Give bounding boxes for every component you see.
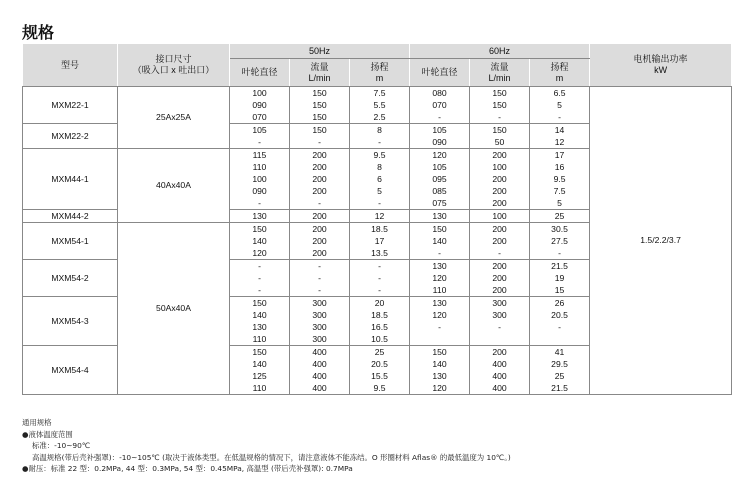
header-impeller-60: 叶轮直径 (410, 59, 470, 87)
value-cell: 19 (530, 272, 590, 284)
value-cell: 16.5 (350, 321, 410, 333)
value-cell: 400 (470, 370, 530, 382)
header-port-line1: 接口尺寸 (155, 54, 192, 64)
value-cell: 200 (470, 149, 530, 162)
value-cell (470, 333, 530, 346)
value-cell: 16 (530, 161, 590, 173)
header-impeller-50: 叶轮直径 (230, 59, 290, 87)
value-cell: 200 (290, 210, 350, 223)
value-cell: 150 (230, 297, 290, 310)
header-power-line2: kW (654, 65, 668, 75)
header-60hz: 60Hz (410, 44, 590, 59)
value-cell: 130 (230, 321, 290, 333)
value-cell: - (470, 111, 530, 124)
model-cell: MXM44-1 (23, 149, 118, 210)
value-cell: - (290, 260, 350, 273)
notes-section (22, 417, 511, 475)
value-cell: - (350, 284, 410, 297)
value-cell: 25 (530, 210, 590, 223)
value-cell: 130 (410, 210, 470, 223)
value-cell: 150 (290, 124, 350, 137)
value-cell: 150 (290, 111, 350, 124)
value-cell: 20 (350, 297, 410, 310)
value-cell: 140 (410, 358, 470, 370)
value-cell: 100 (470, 161, 530, 173)
value-cell: 5 (350, 185, 410, 197)
header-motor-power (590, 44, 732, 87)
value-cell: 200 (290, 149, 350, 162)
value-cell: 41 (530, 346, 590, 359)
value-cell: - (290, 136, 350, 149)
value-cell: 20.5 (530, 309, 590, 321)
value-cell: 105 (410, 124, 470, 137)
value-cell: 26 (530, 297, 590, 310)
value-cell: 200 (470, 185, 530, 197)
header-flow-line1: 流量 (490, 61, 509, 72)
value-cell: 25 (530, 370, 590, 382)
value-cell: 120 (410, 309, 470, 321)
value-cell: 200 (470, 272, 530, 284)
value-cell: 18.5 (350, 223, 410, 236)
value-cell: - (230, 260, 290, 273)
model-cell: MXM22-1 (23, 87, 118, 124)
value-cell: 150 (410, 223, 470, 236)
value-cell: 10.5 (350, 333, 410, 346)
value-cell: 300 (290, 321, 350, 333)
value-cell: 130 (230, 210, 290, 223)
value-cell: 150 (470, 87, 530, 100)
model-cell: MXM54-2 (23, 260, 118, 297)
value-cell: 200 (470, 223, 530, 236)
value-cell: 085 (410, 185, 470, 197)
value-cell: - (410, 321, 470, 333)
value-cell: 140 (230, 309, 290, 321)
value-cell: 300 (470, 297, 530, 310)
value-cell: 30.5 (530, 223, 590, 236)
value-cell: 150 (470, 124, 530, 137)
header-model: 型号 (23, 44, 118, 87)
value-cell: 200 (470, 346, 530, 359)
value-cell: 29.5 (530, 358, 590, 370)
value-cell: 25 (350, 346, 410, 359)
model-cell: MXM54-1 (23, 223, 118, 260)
header-port-size (118, 44, 230, 87)
header-flow-50 (290, 59, 350, 87)
value-cell: 200 (290, 235, 350, 247)
value-cell: 400 (290, 370, 350, 382)
value-cell: 300 (290, 297, 350, 310)
value-cell: 130 (410, 370, 470, 382)
value-cell: 9.5 (530, 173, 590, 185)
value-cell: 12 (350, 210, 410, 223)
value-cell: 2.5 (350, 111, 410, 124)
value-cell: 300 (470, 309, 530, 321)
port-size-cell: 50Ax40A (118, 223, 230, 395)
header-50hz: 50Hz (230, 44, 410, 59)
value-cell: 20.5 (350, 358, 410, 370)
value-cell: - (350, 136, 410, 149)
value-cell: 080 (410, 87, 470, 100)
value-cell: 105 (230, 124, 290, 137)
value-cell: 070 (410, 99, 470, 111)
notes-temp-range: ●液体温度范围 (22, 429, 73, 439)
header-head-line2: m (555, 72, 564, 83)
value-cell: 200 (290, 185, 350, 197)
value-cell: 18.5 (350, 309, 410, 321)
value-cell: 400 (290, 358, 350, 370)
value-cell: 15.5 (350, 370, 410, 382)
header-head-60 (530, 59, 590, 87)
value-cell: 300 (290, 333, 350, 346)
value-cell: - (290, 284, 350, 297)
value-cell: 12 (530, 136, 590, 149)
value-cell: - (470, 321, 530, 333)
value-cell: 8 (350, 124, 410, 137)
value-cell: 100 (470, 210, 530, 223)
value-cell: 300 (290, 309, 350, 321)
spec-table (22, 43, 732, 395)
notes-temp-high: 高温规格(带后壳补强罩)：-10~105℃ (取决于液体类型。在低温规格的情况下，请注意液体不能冻结。O 形圈材料 Aflas® 的最低温度为 10℃。) (32, 452, 511, 462)
model-cell: MXM54-4 (23, 346, 118, 395)
value-cell: 120 (410, 149, 470, 162)
value-cell: 400 (290, 382, 350, 395)
motor-power-cell: 1.5/2.2/3.7 (590, 87, 732, 395)
value-cell (410, 333, 470, 346)
value-cell: - (470, 247, 530, 260)
value-cell: - (410, 247, 470, 260)
value-cell: 090 (230, 99, 290, 111)
value-cell: - (350, 260, 410, 273)
value-cell: 5 (530, 99, 590, 111)
value-cell: 095 (410, 173, 470, 185)
value-cell: - (290, 197, 350, 210)
page-title: 规格 (22, 23, 55, 42)
header-power-line1: 电机输出功率 (633, 54, 688, 64)
header-flow-line1: 流量 (310, 61, 329, 72)
value-cell: 150 (290, 99, 350, 111)
value-cell: 7.5 (350, 87, 410, 100)
header-flow-line2: L/min (488, 72, 511, 83)
notes-pressure: ●耐压：标准 22 型：0.2MPa, 44 型：0.3MPa, 54 型：0.45MPa, 高温型 (带后壳补强罩): 0.7MPa (22, 464, 353, 474)
value-cell: - (530, 247, 590, 260)
value-cell: - (350, 272, 410, 284)
value-cell: 140 (230, 235, 290, 247)
value-cell: 100 (230, 87, 290, 100)
value-cell: 200 (470, 260, 530, 273)
value-cell: - (230, 136, 290, 149)
value-cell: 400 (470, 358, 530, 370)
value-cell: - (530, 111, 590, 124)
value-cell: 9.5 (350, 382, 410, 395)
header-port-line2: （吸入口 x 吐出口） (132, 65, 215, 75)
value-cell: - (230, 197, 290, 210)
header-head-line1: 扬程 (550, 61, 569, 72)
port-size-cell: 25Ax25A (118, 87, 230, 149)
value-cell: 13.5 (350, 247, 410, 260)
model-cell: MXM22-2 (23, 124, 118, 149)
header-head-line2: m (375, 72, 384, 83)
value-cell: 115 (230, 149, 290, 162)
value-cell: 9.5 (350, 149, 410, 162)
value-cell: 200 (470, 173, 530, 185)
value-cell: 150 (470, 99, 530, 111)
value-cell: 6 (350, 173, 410, 185)
table-row (23, 87, 732, 100)
value-cell: 150 (230, 346, 290, 359)
value-cell: 200 (290, 161, 350, 173)
value-cell: 120 (410, 382, 470, 395)
value-cell: 200 (470, 235, 530, 247)
value-cell: 21.5 (530, 382, 590, 395)
value-cell: 140 (230, 358, 290, 370)
value-cell: 200 (290, 247, 350, 260)
notes-general: 通用规格 (22, 418, 52, 427)
value-cell: - (530, 321, 590, 333)
value-cell: 130 (410, 260, 470, 273)
value-cell: 200 (470, 284, 530, 297)
spec-table-body (23, 87, 732, 395)
value-cell: 50 (470, 136, 530, 149)
value-cell: 200 (470, 197, 530, 210)
value-cell: - (410, 111, 470, 124)
value-cell: 110 (230, 382, 290, 395)
value-cell: 090 (410, 136, 470, 149)
value-cell: 130 (410, 297, 470, 310)
value-cell: 21.5 (530, 260, 590, 273)
value-cell: - (290, 272, 350, 284)
value-cell: 075 (410, 197, 470, 210)
value-cell: 400 (470, 382, 530, 395)
value-cell (530, 333, 590, 346)
value-cell: 200 (290, 173, 350, 185)
value-cell: 150 (410, 346, 470, 359)
value-cell: 17 (350, 235, 410, 247)
value-cell: 6.5 (530, 87, 590, 100)
value-cell: 400 (290, 346, 350, 359)
value-cell: 27.5 (530, 235, 590, 247)
model-cell: MXM54-3 (23, 297, 118, 346)
value-cell: 150 (290, 87, 350, 100)
value-cell: 125 (230, 370, 290, 382)
value-cell: 100 (230, 173, 290, 185)
header-head-50 (350, 59, 410, 87)
value-cell: 5.5 (350, 99, 410, 111)
value-cell: 090 (230, 185, 290, 197)
value-cell: 5 (530, 197, 590, 210)
value-cell: 110 (410, 284, 470, 297)
value-cell: - (230, 272, 290, 284)
value-cell: 150 (230, 223, 290, 236)
value-cell: 110 (230, 333, 290, 346)
value-cell: 15 (530, 284, 590, 297)
value-cell: 140 (410, 235, 470, 247)
value-cell: 120 (230, 247, 290, 260)
notes-temp-standard: 标准：-10~90℃ (32, 441, 91, 451)
model-cell: MXM44-2 (23, 210, 118, 223)
header-flow-line2: L/min (308, 72, 331, 83)
value-cell: - (350, 197, 410, 210)
value-cell: 120 (410, 272, 470, 284)
value-cell: 17 (530, 149, 590, 162)
port-size-cell: 40Ax40A (118, 149, 230, 223)
value-cell: 105 (410, 161, 470, 173)
value-cell: - (230, 284, 290, 297)
value-cell: 110 (230, 161, 290, 173)
value-cell: 070 (230, 111, 290, 124)
value-cell: 7.5 (530, 185, 590, 197)
header-flow-60 (470, 59, 530, 87)
value-cell: 8 (350, 161, 410, 173)
value-cell: 200 (290, 223, 350, 236)
header-head-line1: 扬程 (370, 61, 389, 72)
value-cell: 14 (530, 124, 590, 137)
